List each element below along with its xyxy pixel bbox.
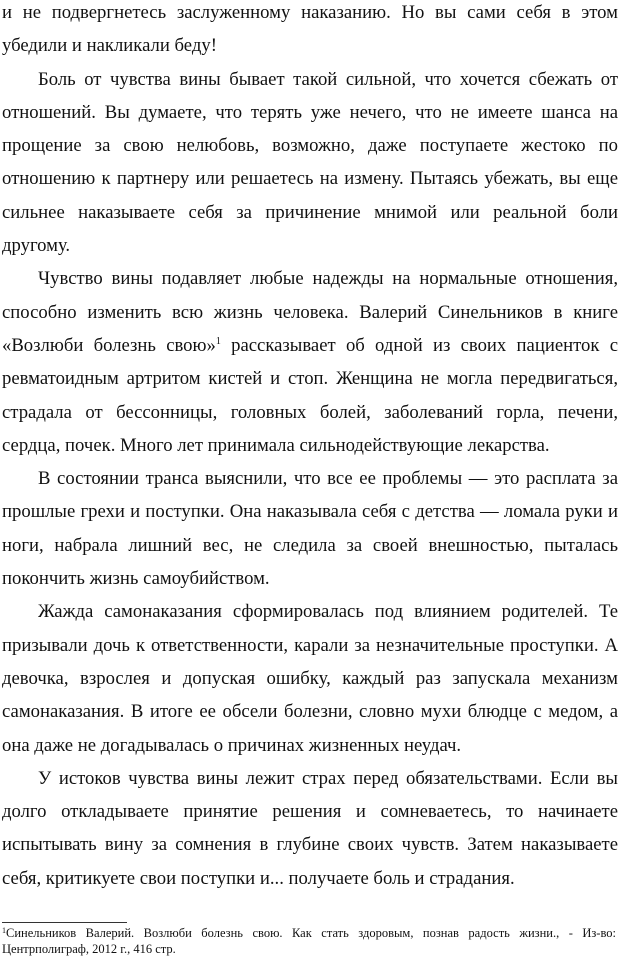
footnote-divider	[2, 922, 127, 923]
body-text	[2, 0, 618, 895]
paragraph-text-before-ref: Чувство вины подавляет любые надежды на нормальные отношения, способно изменить всю жизнь человека. Валерий Синельников в книге «Возлюби болезнь свою»	[2, 268, 618, 356]
footnote-reference[interactable]: 1	[215, 335, 221, 347]
paragraph-guilt-pain: Боль от чувства вины бывает такой сильной, что хочется сбежать от отношений. Вы думаете, что терять уже нечего, что не имеете шанса на прощение за свою нелюбовь, возможно, даже поступаете жестоко по отношению к партнеру или решаетесь на измену. Пытаясь убежать, вы еще сильнее наказываете себя за причинение мнимой или реальной боли другому.	[2, 68, 618, 257]
paragraph-continuation: и не подвергнетесь заслуженному наказанию. Но вы сами себя в этом убедили и накликали беду!	[2, 2, 618, 57]
footnote	[2, 925, 616, 957]
paragraph-self-punishment: Жажда самонаказания сформировалась под влиянием родителей. Те призывали дочь к ответственности, карали за незначительные проступки. А девочка, взрослея и допуская ошибку, каждый раз запускала механизм самонаказания. В итоге ее обсели болезни, словно мухи блюдце с медом, а она даже не догадывалась о причинах жизненных неудач.	[2, 601, 618, 756]
footnote-text: Синельников Валерий. Возлюби болезнь свою. Как стать здоровым, познав радость жизни., - Из-во: Центрполиграф, 2012 г., 416 стр.	[2, 926, 616, 956]
paragraph-trance: В состоянии транса выяснили, что все ее проблемы — это расплата за прошлые грехи и поступки. Она наказывала себя с детства — ломала руки и ноги, набрала лишний вес, не следила за своей внешностью, пыталась покончить жизнь самоубийством.	[2, 468, 618, 590]
footnote-marker: 1	[2, 926, 6, 935]
paragraph-fear-of-obligations: У истоков чувства вины лежит страх перед обязательствами. Если вы долго откладываете принятие решения и сомневаетесь, то начинаете испытывать вину за сомнения в глубине своих чувств. Затем наказываете себя, критикуете свои поступки и... получаете боль и страдания.	[2, 767, 618, 889]
paragraph-text-after-ref: рассказывает об одной из своих пациенток с ревматоидным артритом кистей и стоп. Женщина не могла передвигаться, страдала от бессонницы, головных болей, заболеваний горла, печени, сердца, почек. Много лет принимала сильнодействующие лекарства.	[2, 334, 619, 456]
paragraph-sinelnikov-book	[2, 262, 618, 462]
